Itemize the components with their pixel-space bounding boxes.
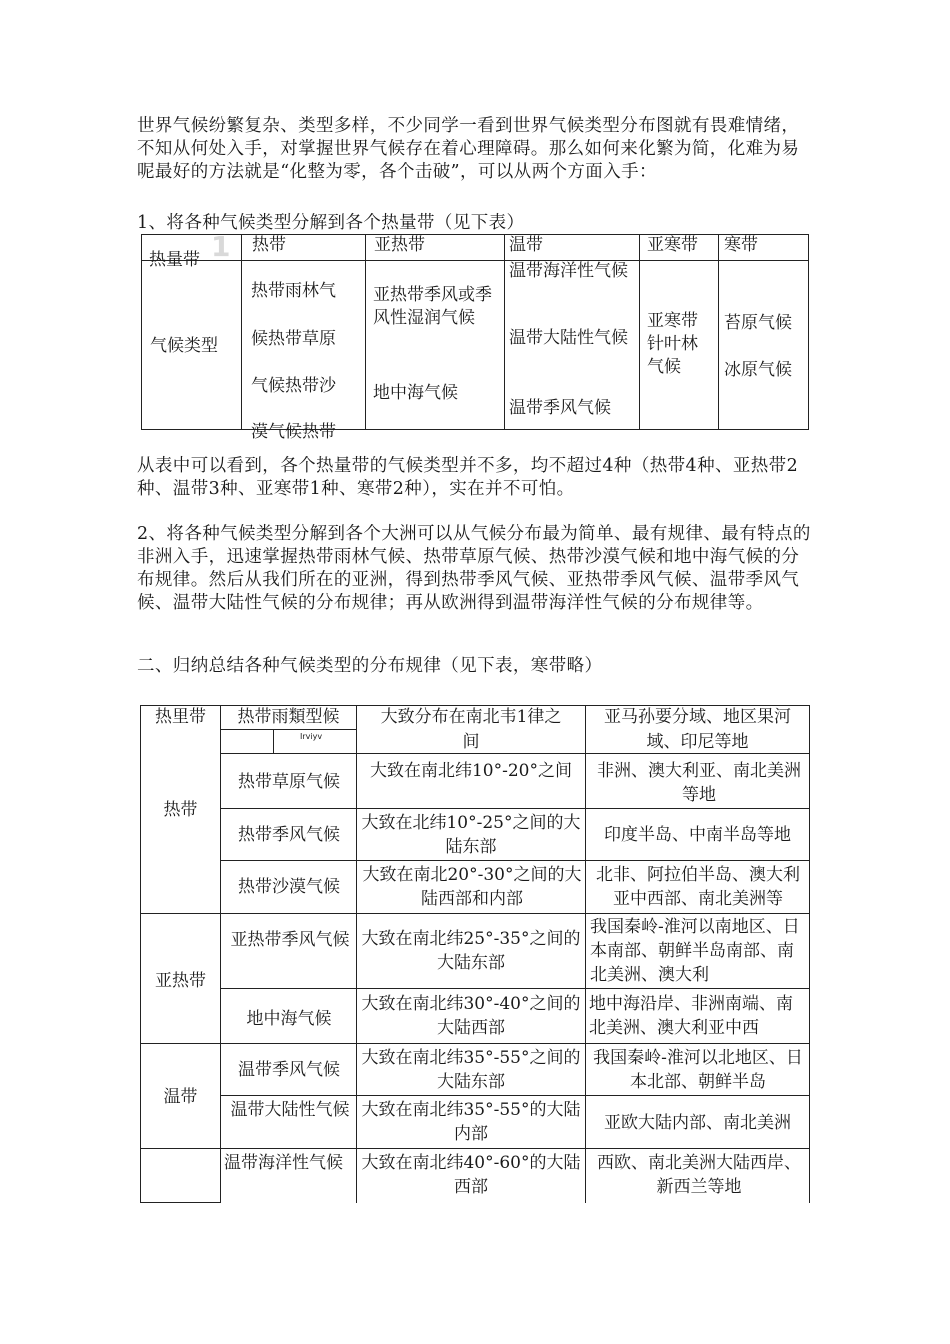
tundra: 苔原气候	[724, 313, 792, 333]
intro-paragraph: 世界气候纷繁复杂、类型多样，不少同学一看到世界气候类型分布图就有畏难情绪，不知从何处入手，对掌握世界气候存在着心理障碍。那么如何来化繁为简，化难为易呢最好的方法就是“化整为零，各个击破”，可以从两个方面入手：	[137, 116, 800, 182]
region-temperate-oceanic: 西欧、南北美洲大陆西岸、新西兰等地	[597, 1153, 801, 1197]
region-temperate-monsoon: 我国秦岭-淮河以北地区、日本北部、朝鲜半岛	[593, 1048, 803, 1092]
row-label-climate-type: 气候类型	[150, 336, 218, 356]
distribution-table	[140, 705, 810, 1203]
section1-heading: 1、将各种气候类型分解到各个热量带（见下表）	[137, 213, 525, 233]
mediterranean: 地中海气候	[373, 383, 458, 403]
header-polar: 寒带	[724, 235, 758, 255]
header-subtropical: 亚热带	[374, 235, 425, 255]
para-after-table1: 从表中可以看到，各个热量带的气候类型并不多，均不超过4种（热带4种、亚热带2种、温带3种、亚寒带1种、寒带2种），实在并不可怕。	[137, 456, 799, 499]
header-region: 亚马孙要分域、地区果河	[604, 707, 791, 727]
subarctic-forest: 亚寒带针叶林气候	[647, 311, 698, 377]
type-temperate-monsoon: 温带季风气候	[238, 1060, 340, 1080]
type-mediterranean: 地中海气候	[246, 1009, 332, 1029]
region-subtropical-monsoon: 我国秦岭-淮河以南地区、日本南部、朝鲜半岛南部、南北美洲、澳大利	[590, 917, 800, 985]
dist-temperate-continental: 大致在南北纬35°-55°的大陆内部	[361, 1100, 581, 1144]
para-section2: 2、将各种气候类型分解到各个大洲可以从气候分布最为简单、最有规律、最有特点的非洲入手，迅速掌握热带雨林气候、热带草原气候、热带沙漠气候和地中海气候的分布规律。然后从我们所在的亚洲，得到热带季风气候、亚热带季风气候、温带季风气候、温带大陆性气候的分布规律；再从欧洲得到温带海洋性气候的分布规律等。	[137, 524, 811, 613]
header-subarctic: 亚寒带	[647, 235, 698, 255]
ice-cap: 冰原气候	[724, 360, 792, 380]
subtropical-monsoon: 亚热带季风或季风性湿润气候	[373, 285, 492, 328]
region-mediterranean: 地中海沿岸、非洲南端、南北美洲、澳大利亚中西	[589, 994, 793, 1038]
region-savanna: 非洲、澳大利亚、南北美洲等地	[597, 761, 801, 805]
header-zone: 热里带	[155, 707, 206, 727]
zone-tropical: 热带	[163, 800, 198, 820]
type-subtropical-monsoon: 亚热带季风气候	[230, 930, 350, 950]
temperate-oceanic: 温带海洋性气候	[509, 261, 628, 281]
small-noise-text: Irviyv	[300, 732, 323, 741]
header-temperate: 温带	[509, 235, 543, 255]
dist-mediterranean: 大致在南北纬30°-40°之间的大陆西部	[361, 994, 581, 1038]
watermark-number: 1	[211, 230, 231, 263]
row0-dist-cont: 间	[462, 732, 480, 752]
section2-heading: 二、归纳总结各种气候类型的分布规律（见下表，寒带略）	[137, 656, 603, 676]
row0-region-cont: 域、印尼等地	[646, 732, 749, 752]
zone-temperate: 温带	[163, 1087, 198, 1107]
region-tropical-monsoon: 印度半岛、中南半岛等地	[604, 825, 791, 845]
dist-subtropical-monsoon: 大致在南北纬25°-35°之间的大陆东部	[361, 929, 581, 973]
region-temperate-continental: 亚欧大陆内部、南北美洲	[604, 1113, 791, 1133]
type-tropical-monsoon: 热带季风气候	[238, 825, 340, 845]
dist-savanna: 大致在南北纬10°-20°之间	[369, 761, 572, 781]
type-desert: 热带沙漠气候	[238, 877, 340, 897]
row-header-fragment: 热量带	[149, 250, 200, 270]
zone-subtropical: 亚热带	[155, 971, 206, 991]
header-type: 热带雨類型候	[237, 707, 340, 727]
tropical-climates-cell: 热带雨林气 候热带草原 气候热带沙 漠气候热带	[251, 281, 336, 442]
type-temperate-continental: 温带大陆性气候	[230, 1100, 350, 1120]
region-desert: 北非、阿拉伯半岛、澳大利亚中西部、南北美洲等	[596, 865, 800, 909]
heat-zone-table	[141, 230, 809, 442]
type-temperate-oceanic: 温带海洋性气候	[224, 1153, 343, 1173]
dist-temperate-monsoon: 大致在南北纬35°-55°之间的大陆东部	[361, 1048, 581, 1092]
dist-temperate-oceanic: 大致在南北纬40°-60°的大陆西部	[361, 1153, 581, 1197]
temperate-monsoon: 温带季风气候	[509, 398, 611, 418]
dist-tropical-monsoon: 大致在北纬10°-25°之间的大陆东部	[361, 813, 581, 857]
header-tropical: 热带	[252, 235, 286, 255]
type-savanna: 热带草原气候	[238, 772, 340, 792]
dist-desert: 大致在南北20°-30°之间的大陆西部和内部	[362, 865, 582, 909]
header-distribution: 大致分布在南北韦1律之	[380, 707, 562, 727]
temperate-continental: 温带大陆性气候	[509, 328, 628, 348]
